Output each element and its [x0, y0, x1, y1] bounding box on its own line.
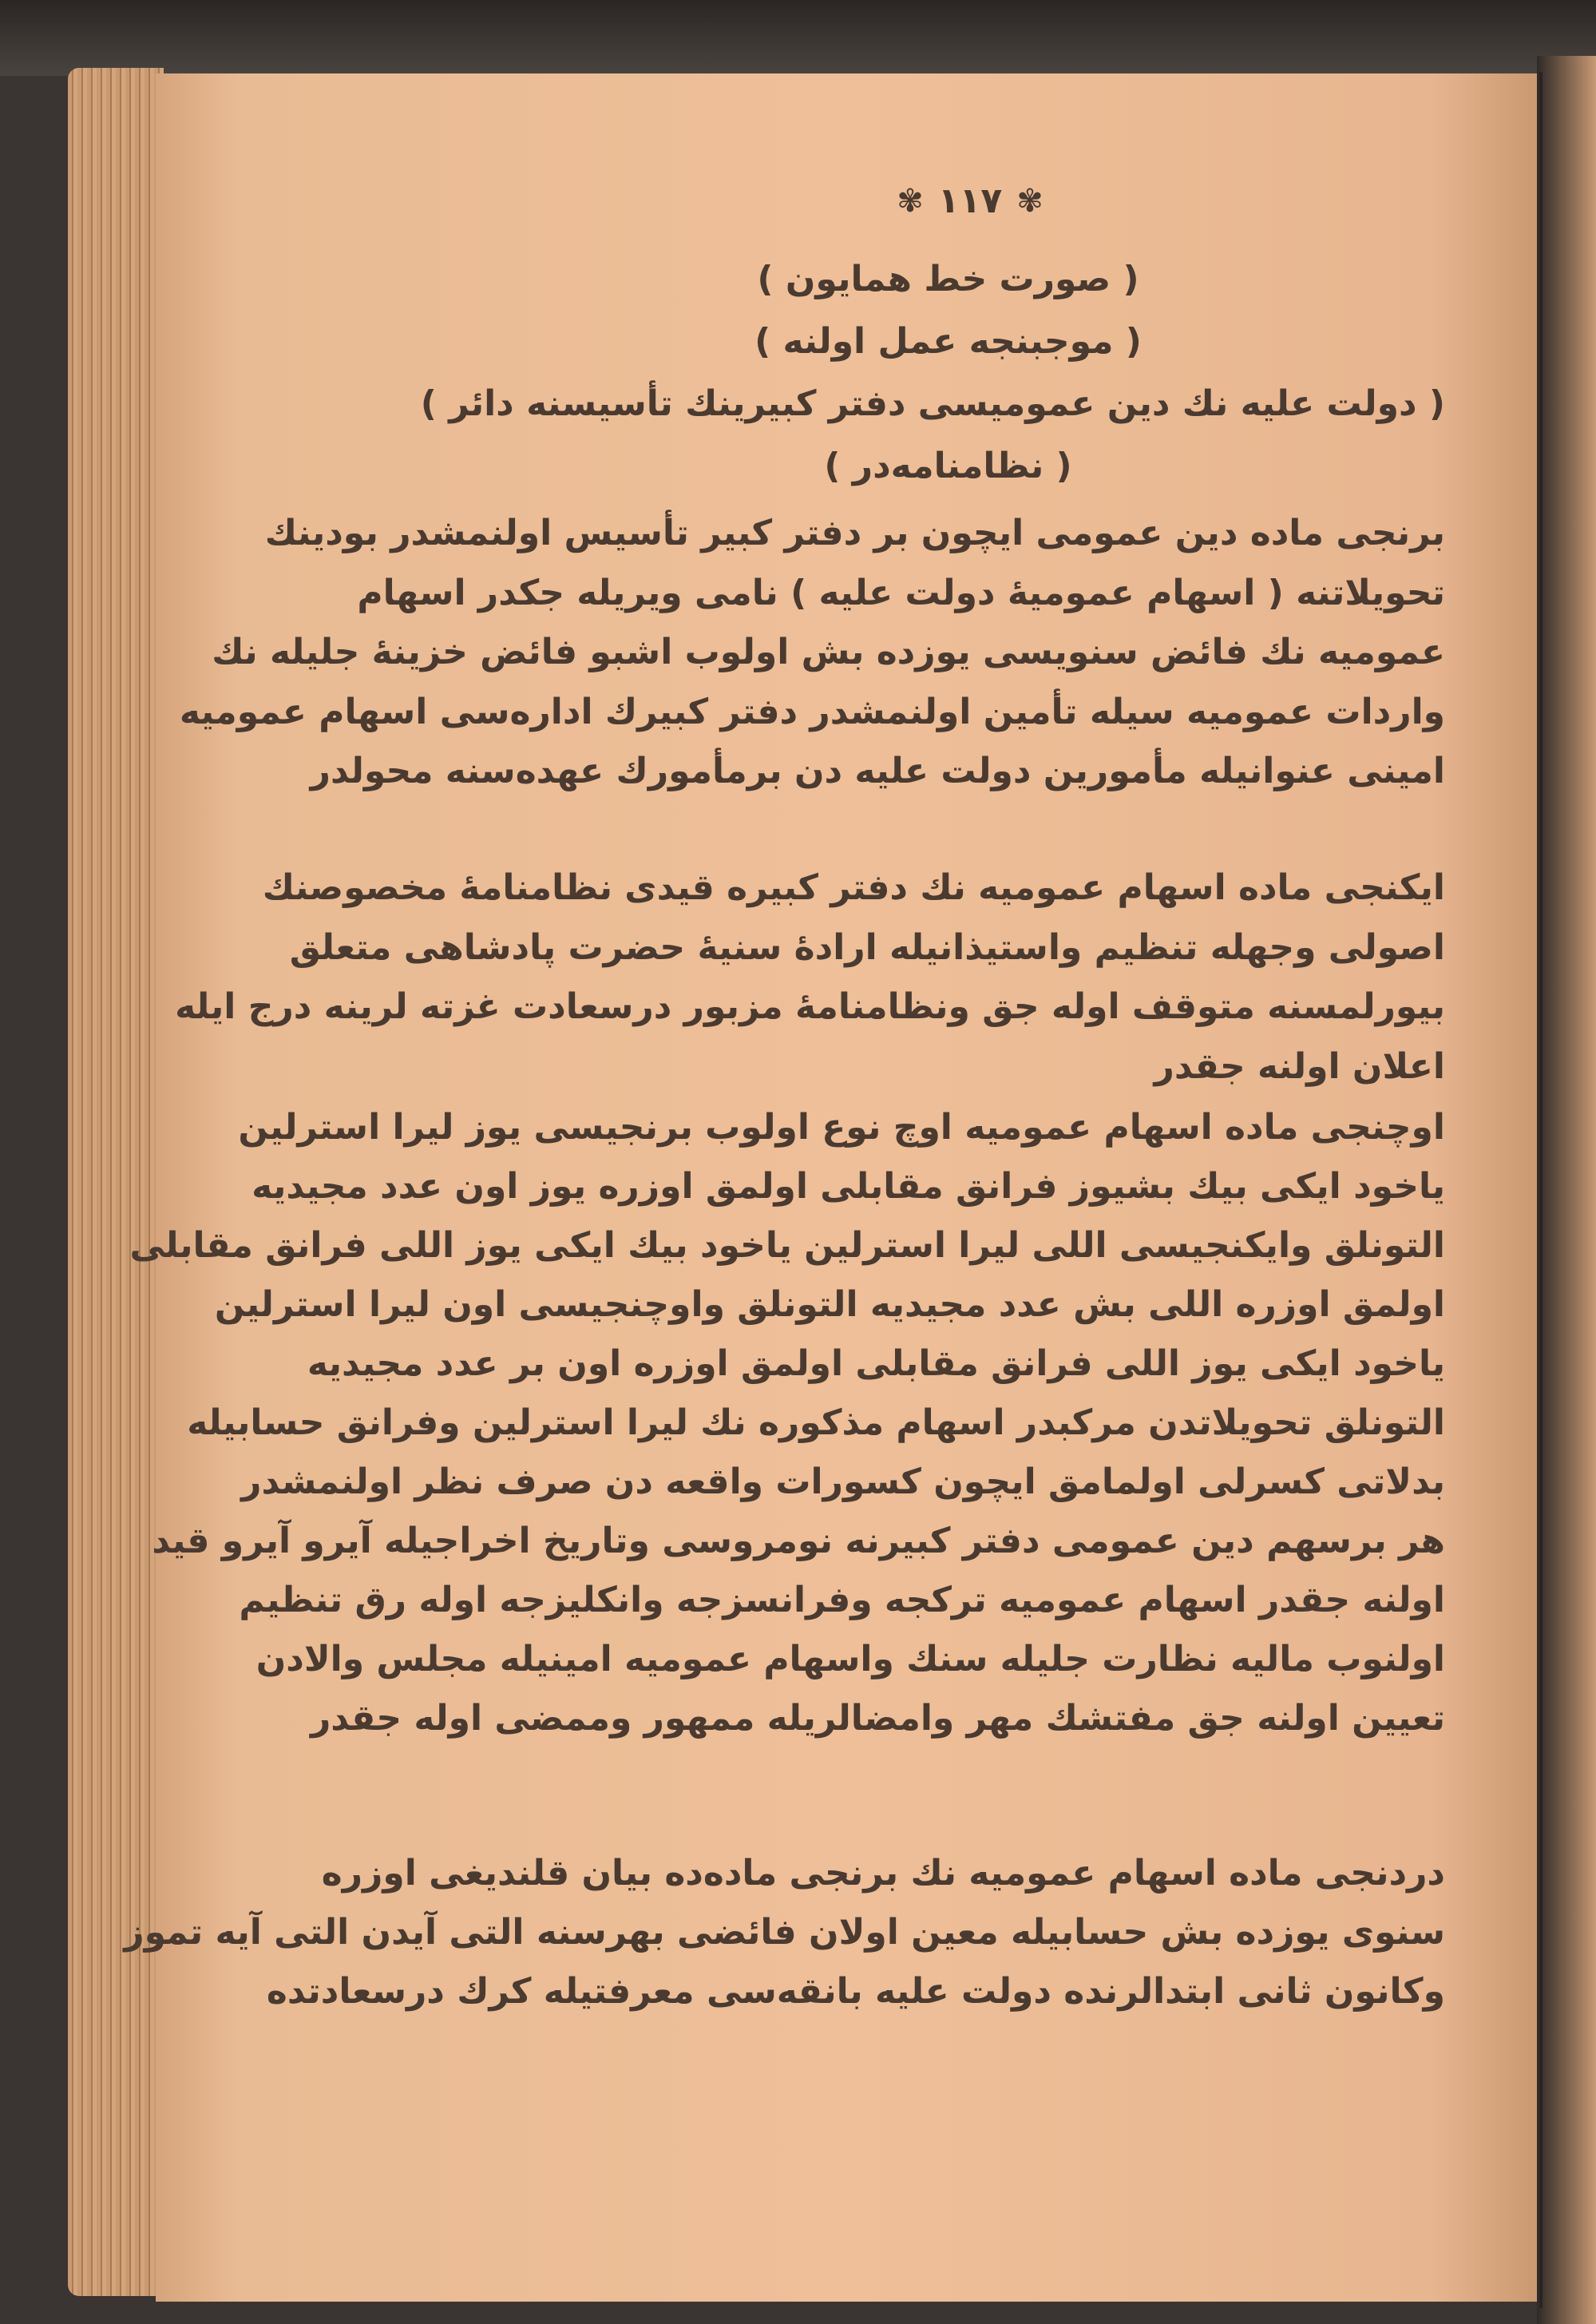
text-line: عموميه نك فائض سنويسى يوزده بش اولوب اشبو فائض خزينهٔ جليله نك: [212, 632, 1445, 672]
text-line: سنوى يوزده بش حسابيله معين اولان فائضى بهرسنه التى آيدن التى آيه تموز: [124, 1912, 1445, 1953]
text-line: امينى عنوانيله مأمورين دولت عليه دن برمأمورك عهده‌سنه محولدر: [310, 751, 1445, 791]
heading-1: ( صورت خط همايون ): [757, 259, 1139, 299]
heading-2: ( موجبنجه عمل اولنه ): [754, 321, 1142, 362]
ornament-icon: ✾: [1016, 183, 1044, 220]
book-gutter: [1537, 56, 1596, 2324]
page-number: ١١٧: [937, 180, 1003, 221]
scan-top-background: [0, 0, 1596, 76]
heading-3: ( دولت عليه نك دين عموميسى دفتر كبيرينك تأسيسنه دائر ): [420, 383, 1445, 424]
text-line: التونلق وايكنجيسى اللى ليرا استرلين ياخود بيك ايكى يوز اللى فرانق مقابلى: [129, 1225, 1445, 1266]
heading-4: ( نظامنامه‌در ): [824, 446, 1072, 486]
text-line: اولنه جقدر اسهام عموميه تركجه وفرانسزجه وانكليزجه اوله رق تنظيم: [239, 1580, 1445, 1620]
text-line: دردنجى ماده اسهام عموميه نك برنجى ماده‌ده بيان قلنديغى اوزره: [321, 1853, 1445, 1894]
text-line: ياخود ايكى يوز اللى فرانق مقابلى اولمق اوزره اون بر عدد مجيديه: [307, 1343, 1445, 1384]
page-stack-edge: [68, 68, 164, 2296]
text-line: تحويلاتنه ( اسهام عموميهٔ دولت عليه ) نامى ويريله جكدر اسهام: [357, 572, 1445, 613]
ornament-icon: ✾: [897, 183, 924, 220]
text-line: اعلان اولنه جقدر: [1154, 1045, 1445, 1087]
gutter-line: [1539, 72, 1543, 2308]
text-line: برنجى ماده دين عمومى ايچون بر دفتر كبير تأسيس اولنمشدر بودينك: [264, 513, 1445, 553]
text-line: واردات عموميه سيله تأمين اولنمشدر دفتر كبيرك اداره‌سى اسهام عموميه: [179, 691, 1445, 732]
text-line: اولمق اوزره اللى بش عدد مجيديه التونلق واوچنجيسى اون ليرا استرلين: [214, 1284, 1445, 1325]
text-line: تعيين اولنه جق مفتشك مهر وامضالريله ممهور وممضى اوله جقدر: [310, 1698, 1445, 1739]
text-line: ايكنجى ماده اسهام عموميه نك دفتر كبيره قيدى نظامنامهٔ مخصوصنك: [262, 867, 1445, 908]
text-line: هر برسهم دين عمومى دفتر كبيرنه نومروسى وتاريخ اخراجيله آيرو آيرو قيد: [152, 1521, 1445, 1561]
text-line: اوچنجى ماده اسهام عموميه اوچ نوع اولوب برنجيسى يوز ليرا استرلين: [238, 1107, 1445, 1148]
text-line: التونلق تحويلاتدن مركبدر اسهام مذكوره نك ليرا استرلين وفرانق حسابيله: [187, 1402, 1445, 1443]
text-line: بيورلمسنه متوقف اوله جق ونظامنامهٔ مزبور درسعادت غزته لرينه درج ايله: [175, 986, 1445, 1027]
text-line: اولنوب ماليه نظارت جليله سنك واسهام عموميه امينيله مجلس والادن: [255, 1639, 1445, 1680]
text-line: وكانون ثانى ابتدالرنده دولت عليه بانقه‌سى معرفتيله كرك درسعادتده: [266, 1971, 1445, 2012]
page-number-header: [862, 177, 1078, 225]
text-line: اصولى وجهله تنظيم واستيذانيله ارادهٔ سنيهٔ حضرت پادشاهى متعلق: [289, 926, 1445, 968]
text-line: بدلاتى كسرلى اولمامق ايچون كسورات واقعه دن صرف نظر اولنمشدر: [241, 1461, 1445, 1502]
text-line: ياخود ايكى بيك بشيوز فرانق مقابلى اولمق اوزره يوز اون عدد مجيديه: [251, 1166, 1445, 1207]
